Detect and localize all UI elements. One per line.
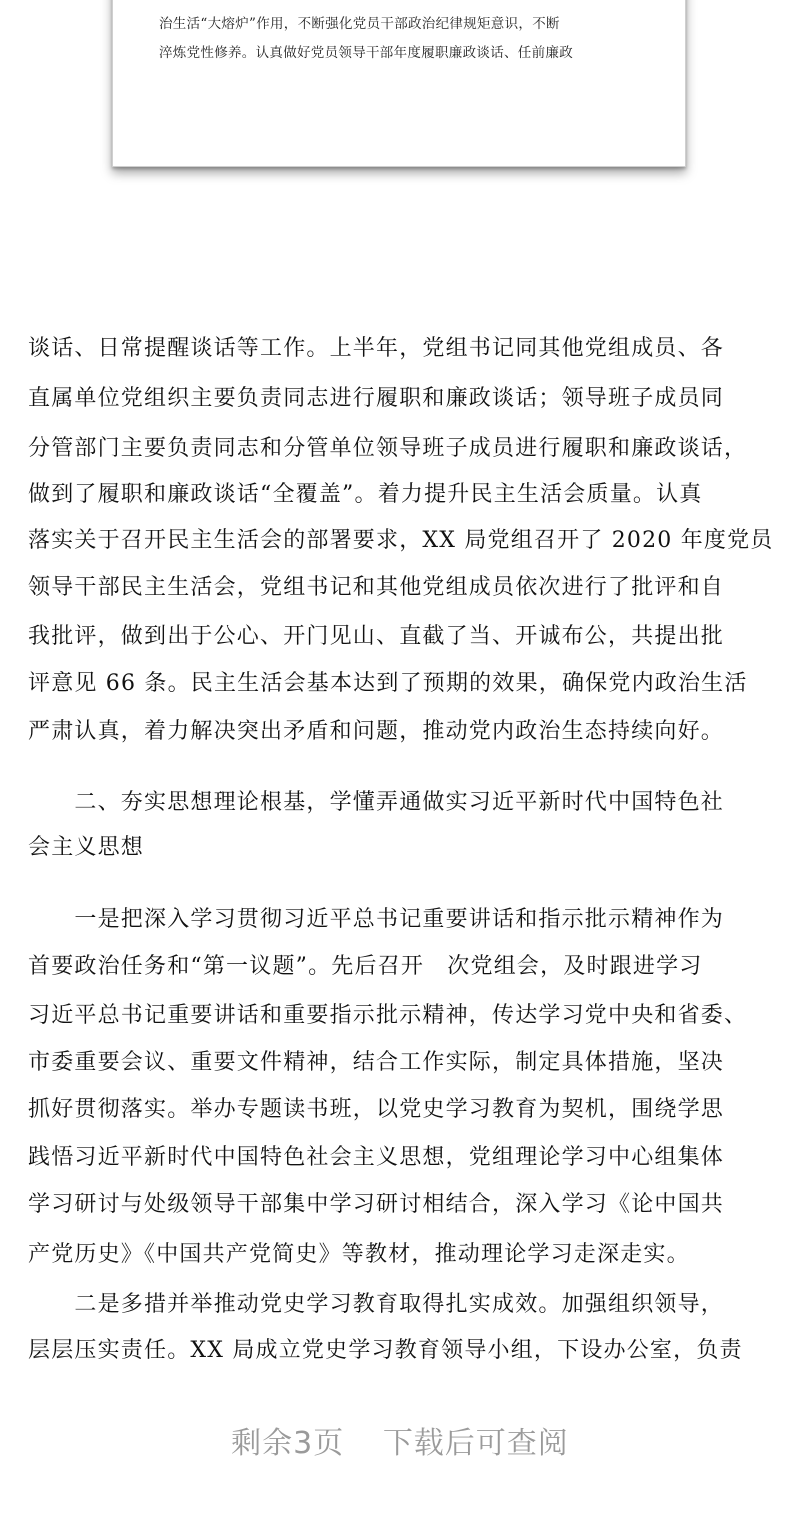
- section-heading: 会主义思想: [28, 835, 145, 860]
- preview-page-card: [112, 0, 686, 167]
- text-line: 层层压实责任。XX 局成立党史学习教育领导小组，下设办公室，负责: [28, 1338, 743, 1363]
- text-line: 分管部门主要负责同志和分管单位领导班子成员进行履职和廉政谈话，: [28, 436, 748, 461]
- remaining-pages-label: 剩余3页: [231, 1426, 345, 1461]
- text-line: 直属单位党组织主要负责同志进行履职和廉政谈话；领导班子成员同: [28, 386, 725, 411]
- text-line: 评意见 66 条。民主生活会基本达到了预期的效果，确保党内政治生活: [28, 671, 748, 696]
- card-text-line: 治生活“大熔炉”作用，不断强化党员干部政治纪律规矩意识，不断: [159, 16, 560, 32]
- download-prompt[interactable]: [0, 1418, 800, 1462]
- text-line: 一是把深入学习贯彻习近平总书记重要讲话和指示批示精神作为: [28, 907, 725, 932]
- text-line: 市委重要会议、重要文件精神，结合工作实际，制定具体措施，坚决: [28, 1050, 725, 1075]
- text-line: 产党历史》《中国共产党简史》等教材，推动理论学习走深走实。: [28, 1242, 690, 1267]
- text-line: 学习研讨与处级领导干部集中学习研讨相结合，深入学习《论中国共: [28, 1192, 725, 1217]
- text-line: 我批评，做到出于公心、开门见山、直截了当、开诚布公，共提出批: [28, 624, 725, 649]
- download-to-view-label[interactable]: 下载后可查阅: [382, 1426, 569, 1461]
- text-line: 首要政治任务和“第一议题”。先后召开 次党组会，及时跟进学习: [28, 954, 703, 979]
- text-line: 抓好贯彻落实。举办专题读书班，以党史学习教育为契机，围绕学思: [28, 1097, 725, 1122]
- text-line: 践悟习近平新时代中国特色社会主义思想，党组理论学习中心组集体: [28, 1145, 725, 1170]
- text-line: 领导干部民主生活会，党组书记和其他党组成员依次进行了批评和自: [28, 575, 725, 600]
- text-line: 落实关于召开民主生活会的部署要求，XX 局党组召开了 2020 年度党员: [28, 528, 774, 553]
- text-line: 谈话、日常提醒谈话等工作。上半年，党组书记同其他党组成员、各: [28, 336, 725, 361]
- text-line: 二是多措并举推动党史学习教育取得扎实成效。加强组织领导，: [28, 1292, 725, 1317]
- text-line: 做到了履职和廉政谈话“全覆盖”。着力提升民主生活会质量。认真: [28, 482, 703, 507]
- section-heading: 二、夯实思想理论根基，学懂弄通做实习近平新时代中国特色社: [28, 790, 725, 815]
- text-line: 严肃认真，着力解决突出矛盾和问题，推动党内政治生态持续向好。: [28, 719, 725, 744]
- text-line: 习近平总书记重要讲话和重要指示批示精神，传达学习党中央和省委、: [28, 1003, 748, 1028]
- card-text-line: 淬炼党性修养。认真做好党员领导干部年度履职廉政谈话、任前廉政: [159, 45, 573, 61]
